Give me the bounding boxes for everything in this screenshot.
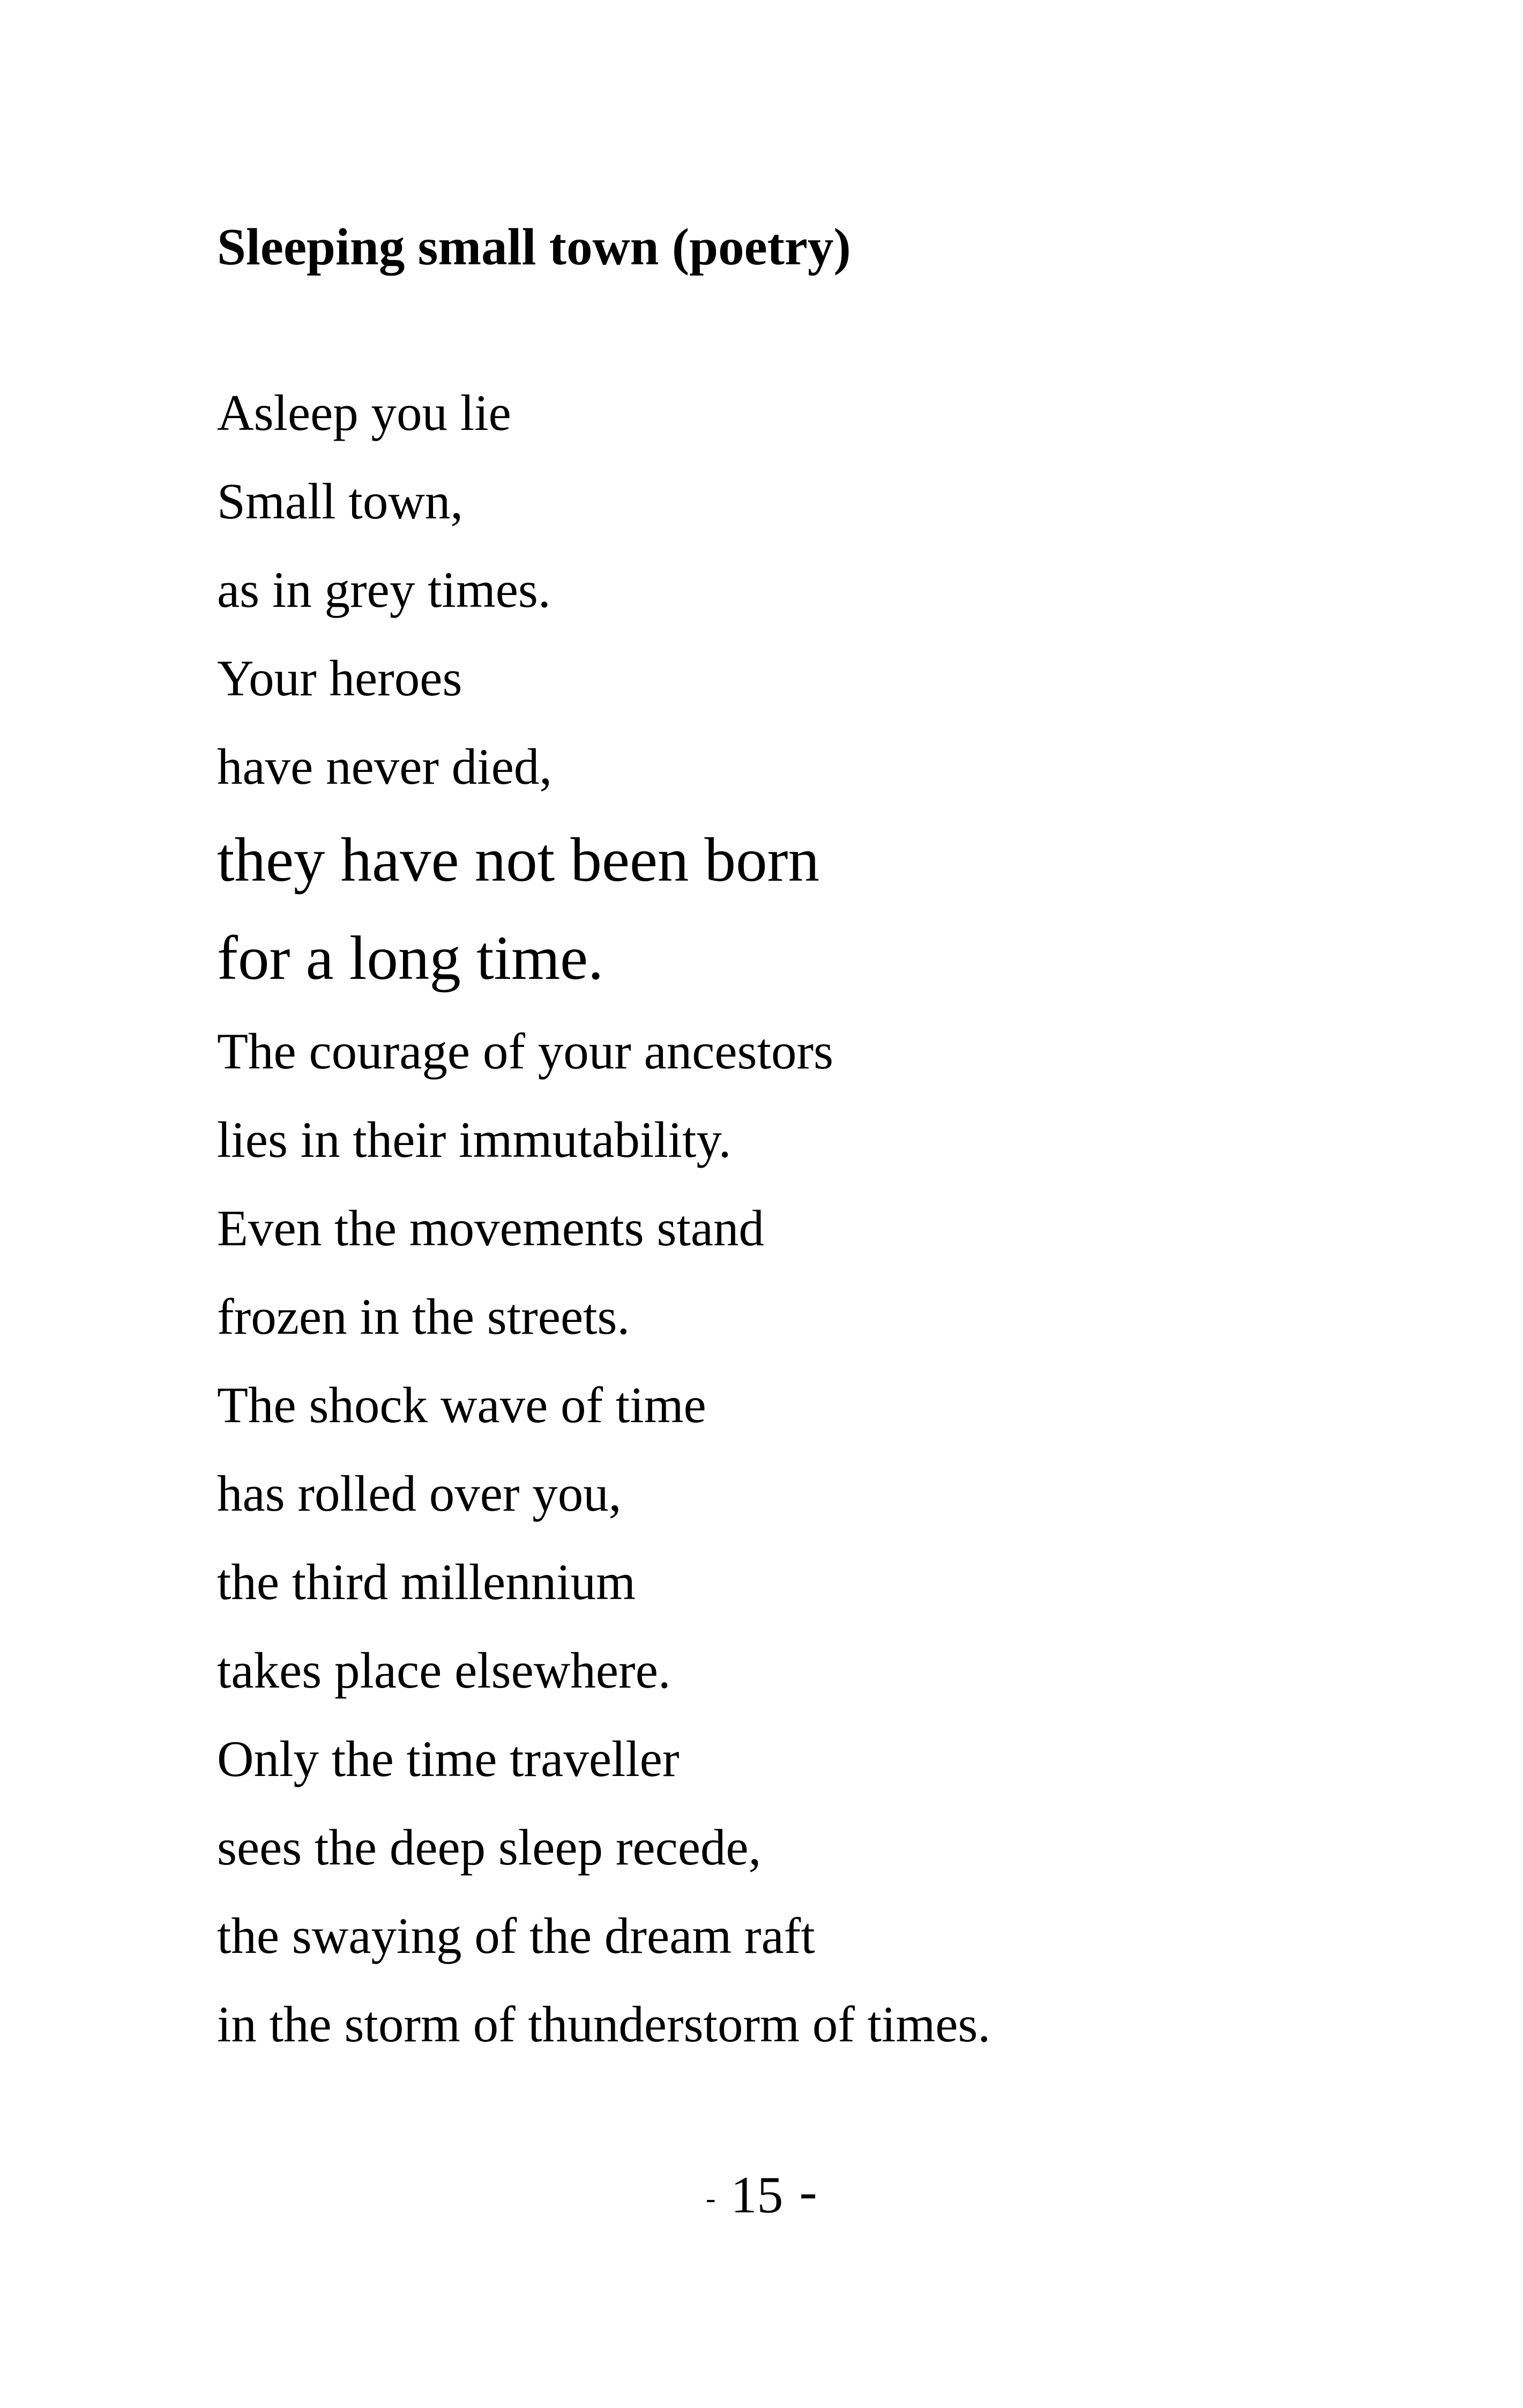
poem-line: The courage of your ancestors <box>217 1023 834 1080</box>
poem-line: takes place elsewhere. <box>217 1642 671 1699</box>
poem-line: the third millennium <box>217 1554 636 1610</box>
poem-line: the swaying of the dream raft <box>217 1907 815 1964</box>
poem-line: has rolled over you, <box>217 1465 622 1522</box>
poem-line-emphasized: for a long time. <box>217 924 604 993</box>
poem-line: in the storm of thunderstorm of times. <box>217 1996 991 2053</box>
poem-line: frozen in the streets. <box>217 1288 630 1345</box>
poem-line: Small town, <box>217 473 464 530</box>
poem-line: Asleep you lie <box>217 384 511 441</box>
poem-line: Your heroes <box>217 650 462 707</box>
poem-line: The shock wave of time <box>217 1377 706 1433</box>
poem-line-emphasized: they have not been born <box>217 826 820 895</box>
page-number-suffix-dash: - <box>799 2161 817 2221</box>
poem-title: Sleeping small town (poetry) <box>217 218 851 276</box>
poem-line: have never died, <box>217 738 553 795</box>
page-number-prefix-dash: - <box>706 2182 716 2214</box>
page-number <box>0 2159 1523 2231</box>
poem-line: lies in their immutability. <box>217 1111 731 1168</box>
page-number-value: 15 <box>730 2166 783 2224</box>
poem-line: sees the deep sleep recede, <box>217 1819 762 1876</box>
poem-line: as in grey times. <box>217 561 551 618</box>
poem-body <box>217 369 990 2069</box>
poem-line: Even the movements stand <box>217 1200 765 1257</box>
poem-line: Only the time traveller <box>217 1730 680 1787</box>
